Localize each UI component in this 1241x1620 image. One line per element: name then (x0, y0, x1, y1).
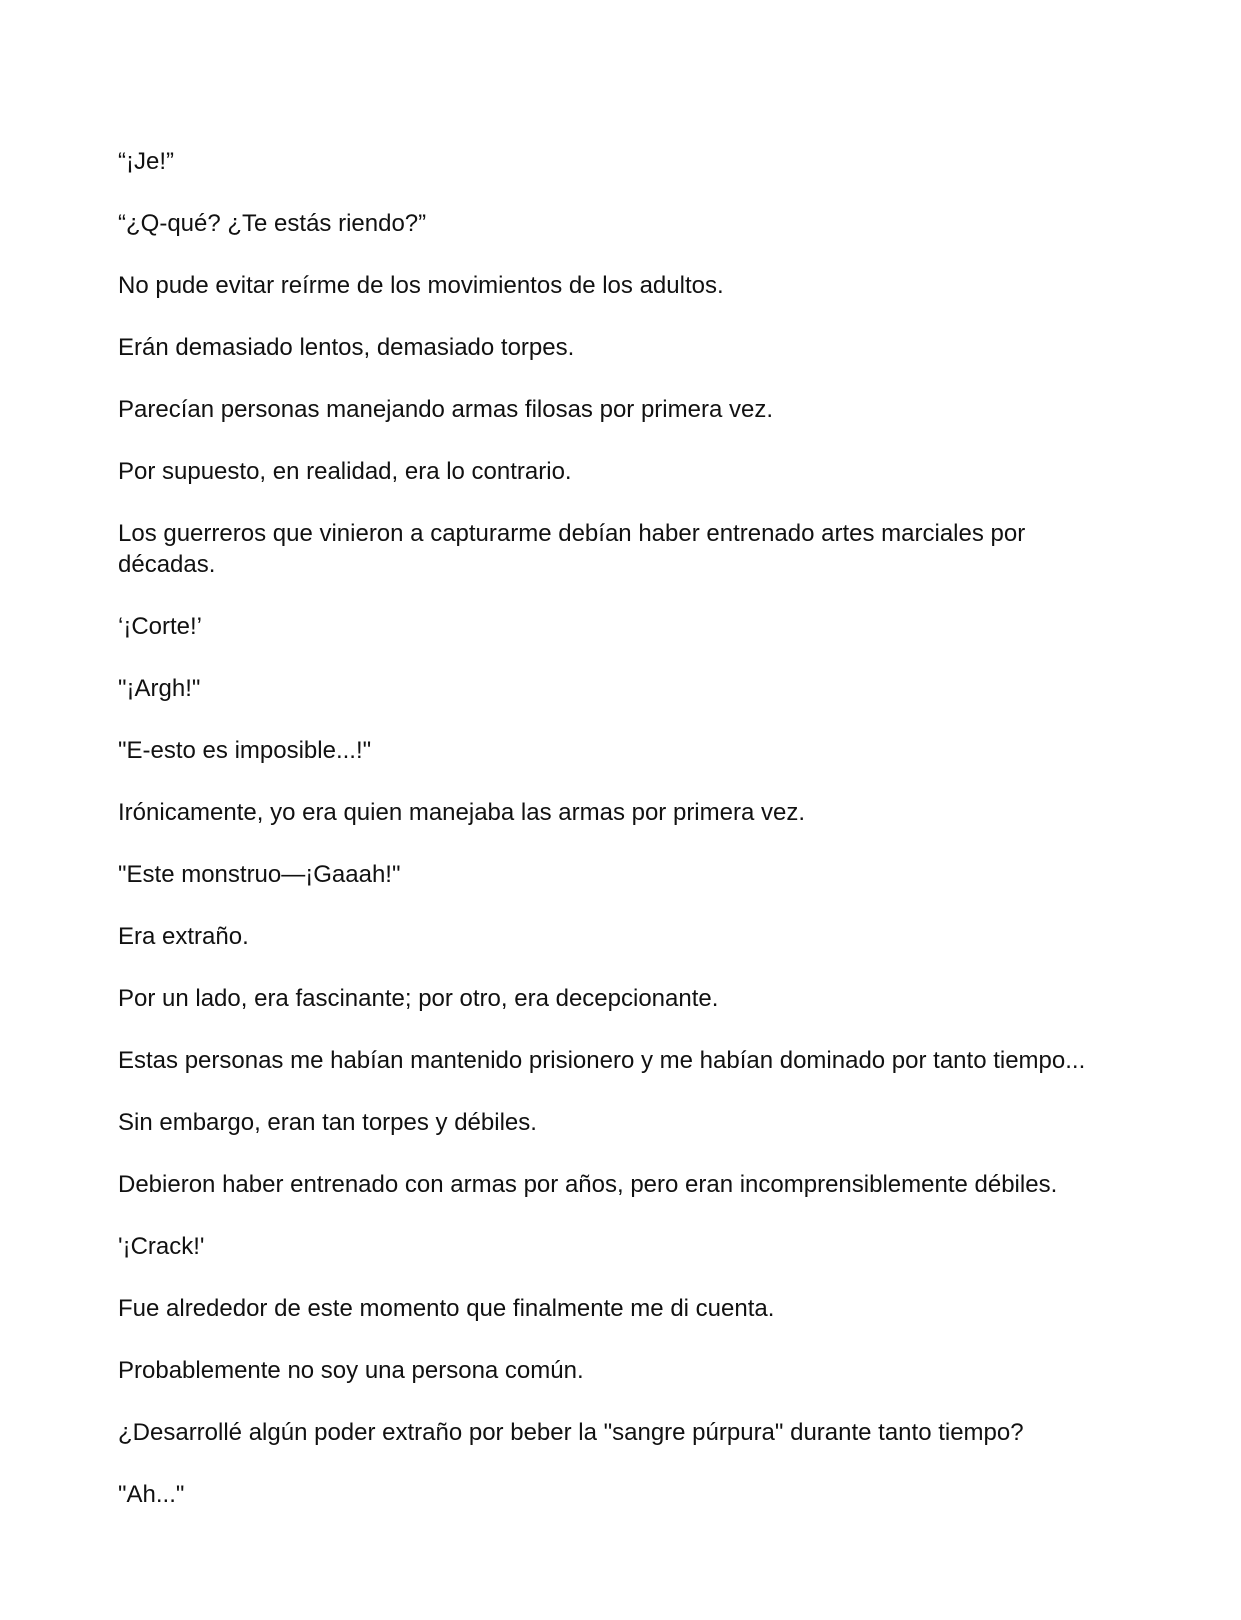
paragraph: Era extraño. (118, 923, 249, 950)
paragraph: Parecían personas manejando armas filosas por primera vez. (118, 396, 773, 423)
paragraph: Estas personas me habían mantenido prisionero y me habían dominado por tanto tiempo... (118, 1047, 1086, 1074)
paragraph: ‘¡Corte!’ (118, 613, 203, 640)
paragraph: Erán demasiado lentos, demasiado torpes. (118, 334, 575, 361)
paragraph: "E-esto es imposible...!" (118, 737, 372, 764)
paragraph: Fue alrededor de este momento que finalmente me di cuenta. (118, 1295, 775, 1322)
paragraph: '¡Crack!' (118, 1233, 205, 1260)
paragraph: Sin embargo, eran tan torpes y débiles. (118, 1109, 537, 1136)
paragraph: Probablemente no soy una persona común. (118, 1357, 584, 1384)
paragraph: "Ah..." (118, 1481, 185, 1508)
document-body (118, 146, 1118, 1541)
paragraph: ¿Desarrollé algún poder extraño por beber la "sangre púrpura" durante tanto tiempo? (118, 1419, 1024, 1446)
paragraph: Por supuesto, en realidad, era lo contrario. (118, 458, 572, 485)
paragraph: Los guerreros que vinieron a capturarme debían haber entrenado artes marciales por décadas. (118, 520, 1026, 578)
paragraph: Irónicamente, yo era quien manejaba las armas por primera vez. (118, 799, 805, 826)
paragraph: "Este monstruo—¡Gaaah!" (118, 861, 401, 888)
paragraph: "¡Argh!" (118, 675, 201, 702)
paragraph: No pude evitar reírme de los movimientos de los adultos. (118, 272, 724, 299)
paragraph: Debieron haber entrenado con armas por años, pero eran incomprensiblemente débiles. (118, 1171, 1058, 1198)
paragraph: Por un lado, era fascinante; por otro, era decepcionante. (118, 985, 719, 1012)
paragraph: “¿Q-qué? ¿Te estás riendo?” (118, 210, 427, 237)
paragraph: “¡Je!” (118, 148, 174, 175)
